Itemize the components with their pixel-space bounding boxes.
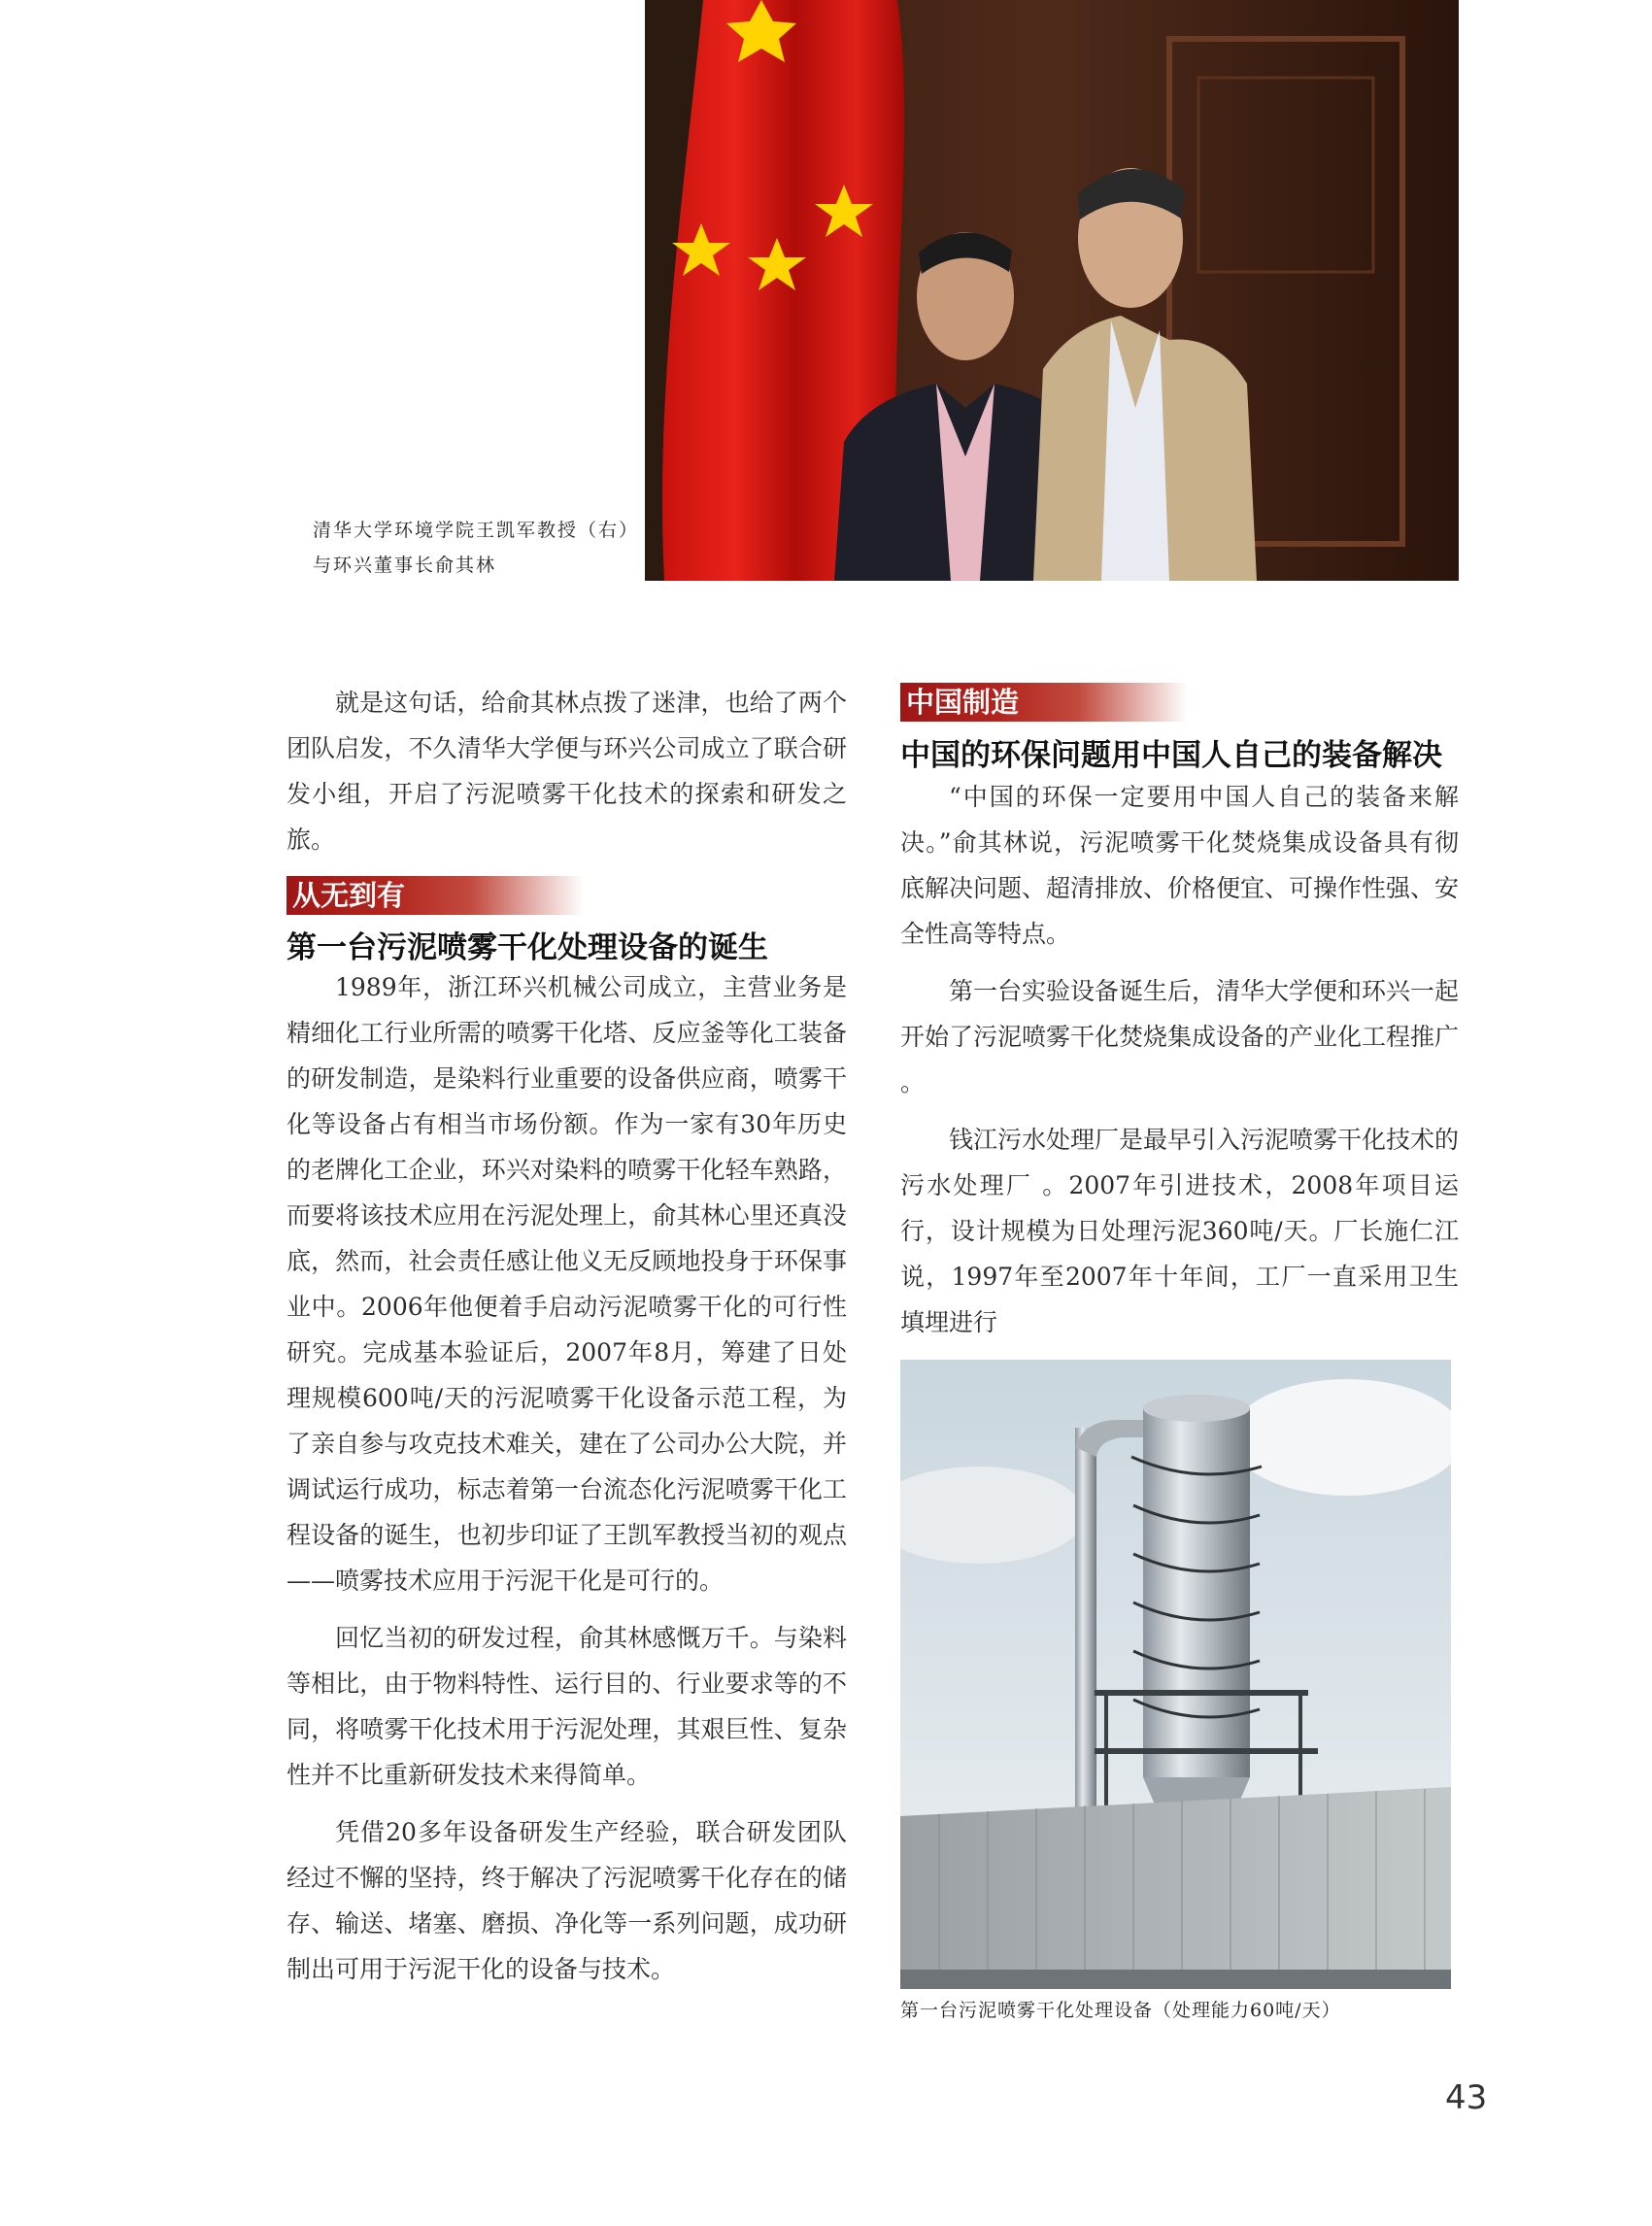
- section-tag-left: 从无到有: [287, 876, 584, 915]
- caption-line-2: 与环兴董事长俞其林: [313, 555, 497, 576]
- caption-line-1: 清华大学环境学院王凯军教授（右）: [313, 520, 640, 541]
- body-paragraph: 回忆当初的研发过程，俞其林感慨万千。与染料等相比，由于物料特性、运行目的、行业要求等的不同，将喷雾干化技术用于污泥处理，其艰巨性、复杂性并不比重新研发技术来得简单。: [287, 1624, 847, 1789]
- body-paragraph: “中国的环保一定要用中国人自己的装备来解决。”俞其林说，污泥喷雾干化焚烧集成设备具有彻底解决问题、超清排放、价格便宜、可操作性强、安全性高等特点。: [900, 783, 1460, 948]
- body-paragraph: 1989年，浙江环兴机械公司成立，主营业务是精细化工行业所需的喷雾干化塔、反应釜等化工装备的研发制造，是染料行业重要的设备供应商，喷雾干化等设备占有相当市场份额。作为一家有30年历史的老牌化工企业，环兴对染料的喷雾干化轻车熟路，而要将该技术应用在污泥处理上，俞其林心里还真没底，然而，社会责任感让他义无反顾地投身于环保事业中。2006年他便着手启动污泥喷雾干化的可行性研究。完成基本验证后，2007年8月，筹建了日处理规模600吨/天的污泥喷雾干化设备示范工程，为了亲自参与攻克技术难关，建在了公司办公大院，并调试运行成功，标志着第一台流态化污泥喷雾干化工程设备的诞生，也初步印证了王凯军教授当初的观点——喷雾技术应用于污泥干化是可行的。: [287, 973, 847, 1595]
- section-heading-right: 中国的环保问题用中国人自己的装备解决: [900, 738, 1442, 773]
- section-tag-right: 中国制造: [900, 683, 1188, 722]
- section-heading-left: 第一台污泥喷雾干化处理设备的诞生: [287, 930, 768, 965]
- left-body: [287, 964, 847, 2004]
- photo-spray-drying-tower: [900, 1360, 1451, 1989]
- body-paragraph: 钱江污水处理厂是最早引入污泥喷雾干化技术的污水处理厂 。2007年引进技术，2008年项目运行，设计规模为日处理污泥360吨/天。厂长施仁江说，1997年至2007年十年间，工厂一直采用卫生填埋进行: [900, 1126, 1460, 1336]
- intro-paragraph: 就是这句话，给俞其林点拨了迷津，也给了两个团队启发，不久清华大学便与环兴公司成立了联合研发小组，开启了污泥喷雾干化技术的探索和研发之旅。: [287, 689, 847, 854]
- page-number: 43: [1445, 2078, 1488, 2117]
- photo-professor-and-chairman: [645, 0, 1459, 581]
- body-paragraph: 凭借20多年设备研发生产经验，联合研发团队经过不懈的坚持，终于解决了污泥喷雾干化存在的储存、输送、堵塞、磨损、净化等一系列问题，成功研制出可用于污泥干化的设备与技术。: [287, 1818, 847, 1983]
- body-paragraph: 第一台实验设备诞生后，清华大学便和环兴一起开始了污泥喷雾干化焚烧集成设备的产业化工程推广 。: [900, 977, 1460, 1096]
- left-intro: [287, 680, 847, 874]
- right-body: [900, 774, 1459, 1357]
- photo-caption-bottom: 第一台污泥喷雾干化处理设备（处理能力60吨/天）: [900, 2000, 1341, 2021]
- photo-caption-top: [313, 513, 640, 583]
